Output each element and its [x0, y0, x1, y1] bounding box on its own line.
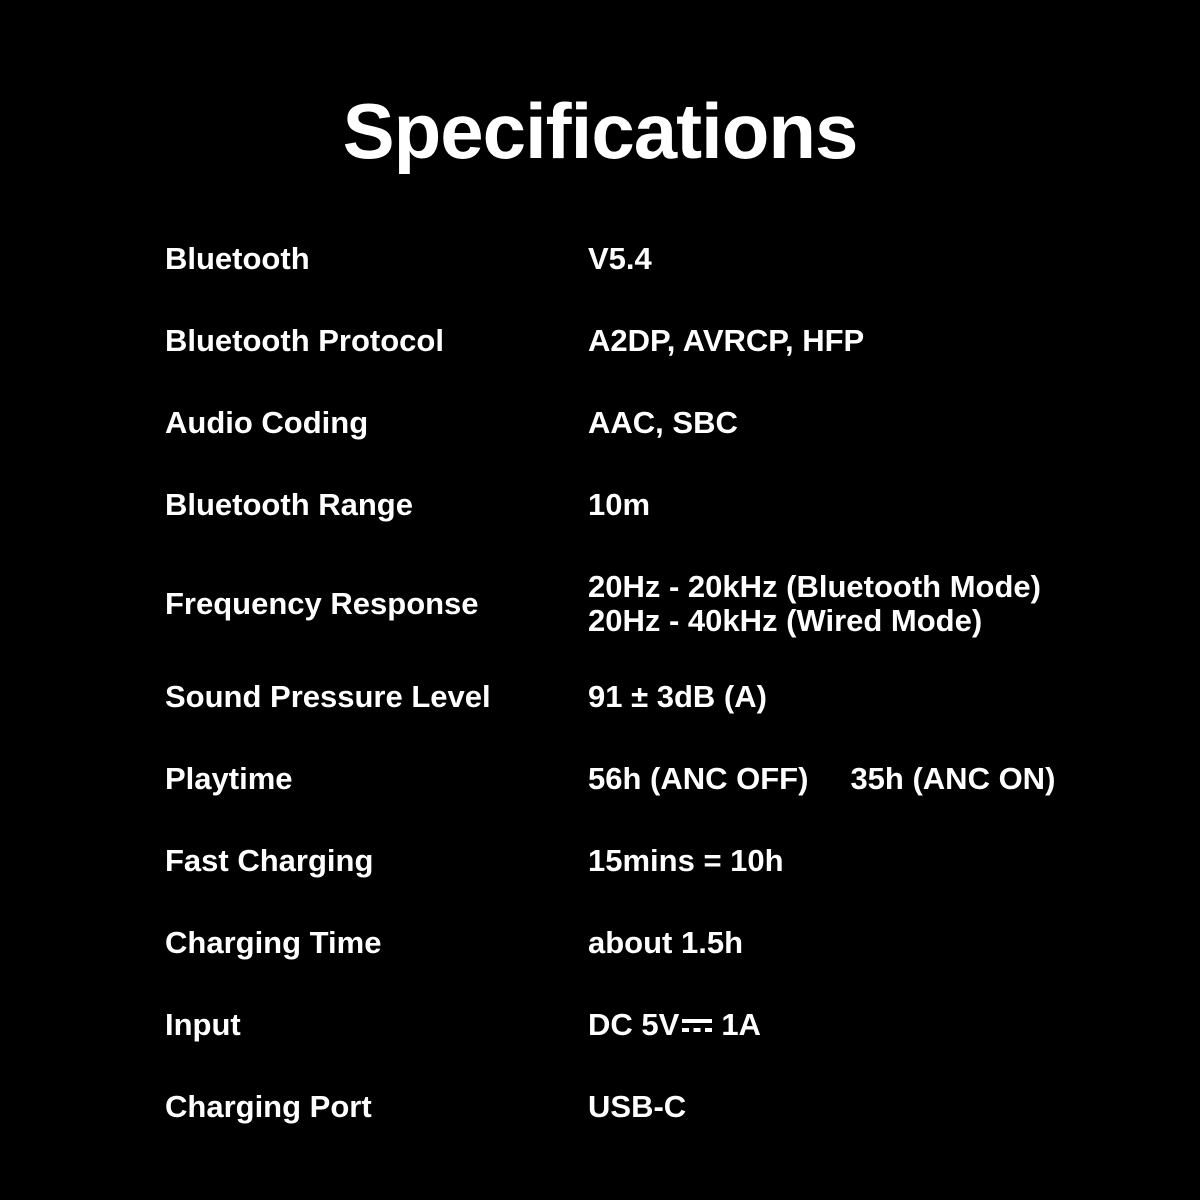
spec-row-bluetooth-protocol: [165, 324, 1100, 358]
spec-row-fast-charging: [165, 844, 1100, 878]
spec-row-bluetooth: [165, 242, 1100, 276]
spec-label: Fast Charging: [165, 843, 374, 878]
spec-value: [588, 762, 1100, 796]
spec-row-charging-time: [165, 926, 1100, 960]
playtime-anc-off: 56h (ANC OFF): [588, 761, 809, 796]
spec-table: [165, 242, 1100, 1124]
spec-value: [588, 570, 1100, 638]
spec-value: about 1.5h: [588, 925, 744, 960]
playtime-anc-on: 35h (ANC ON): [850, 761, 1056, 796]
spec-label: Input: [165, 1007, 241, 1042]
spec-label: Bluetooth Protocol: [165, 323, 444, 358]
spec-label: Bluetooth: [165, 241, 310, 276]
spec-label: Charging Port: [165, 1089, 372, 1124]
spec-label: Charging Time: [165, 925, 382, 960]
spec-label: Frequency Response: [165, 586, 479, 621]
spec-value: 10m: [588, 487, 651, 522]
spec-value: A2DP, AVRCP, HFP: [588, 323, 865, 358]
spec-value: V5.4: [588, 241, 652, 276]
spec-row-audio-coding: [165, 406, 1100, 440]
spec-value: 91 ± 3dB (A): [588, 679, 767, 714]
page-title: Specifications: [342, 87, 858, 175]
spec-row-bluetooth-range: [165, 488, 1100, 522]
spec-value-line-2: 20Hz - 40kHz (Wired Mode): [588, 603, 983, 638]
spec-value: USB-C: [588, 1089, 687, 1124]
spec-value: AAC, SBC: [588, 405, 738, 440]
input-value-suffix: 1A: [721, 1007, 761, 1042]
spec-value: 15mins = 10h: [588, 843, 784, 878]
spec-row-playtime: [165, 762, 1100, 796]
spec-row-input: [165, 1008, 1100, 1042]
spec-row-sound-pressure-level: [165, 680, 1100, 714]
input-value-prefix: DC 5V: [588, 1007, 680, 1042]
spec-row-charging-port: [165, 1090, 1100, 1124]
spec-value: [588, 1008, 1100, 1042]
spec-label: Playtime: [165, 761, 293, 796]
spec-label: Bluetooth Range: [165, 487, 413, 522]
spec-label: Sound Pressure Level: [165, 679, 491, 714]
dc-symbol-icon: [682, 1014, 712, 1038]
spec-value-line-1: 20Hz - 20kHz (Bluetooth Mode): [588, 569, 1041, 604]
spec-label: Audio Coding: [165, 405, 369, 440]
spec-row-frequency-response: [165, 570, 1100, 638]
